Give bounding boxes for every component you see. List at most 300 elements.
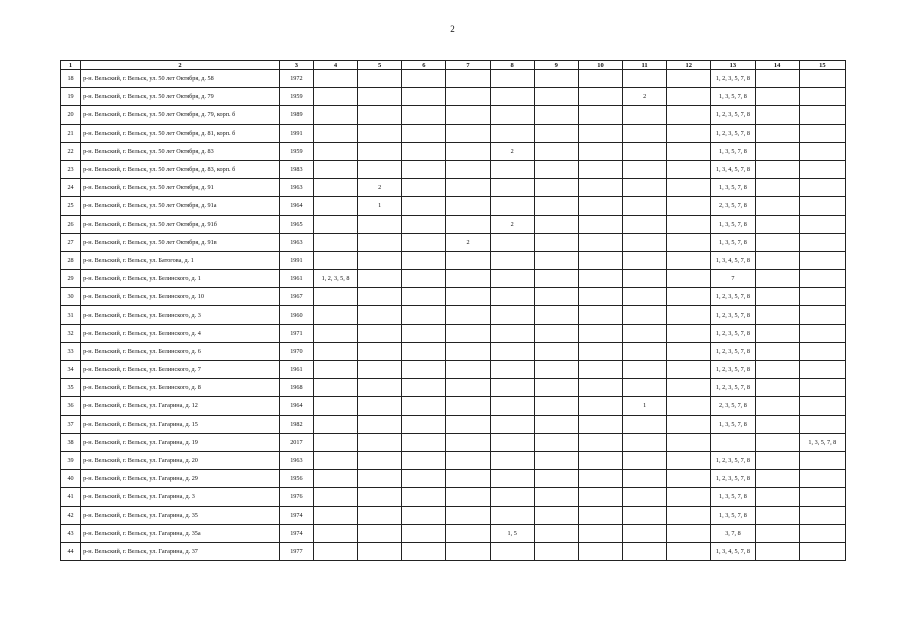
- table-cell: [799, 506, 845, 524]
- table-cell: [402, 70, 446, 88]
- table-cell: [534, 179, 578, 197]
- table-cell: 1: [623, 397, 667, 415]
- table-cell: [578, 324, 622, 342]
- table-cell: [358, 433, 402, 451]
- table-cell: [358, 488, 402, 506]
- table-cell: [446, 524, 490, 542]
- column-header-10: 10: [578, 61, 622, 70]
- table-cell: [578, 106, 622, 124]
- table-cell: [623, 415, 667, 433]
- table-cell: [578, 433, 622, 451]
- table-cell: [313, 106, 357, 124]
- year-cell: 1971: [279, 324, 313, 342]
- table-cell: [446, 142, 490, 160]
- table-cell: 2: [446, 233, 490, 251]
- table-cell: [755, 342, 799, 360]
- column-header-9: 9: [534, 61, 578, 70]
- table-cell: [358, 524, 402, 542]
- table-cell: [446, 433, 490, 451]
- table-cell: [578, 524, 622, 542]
- table-cell: [402, 506, 446, 524]
- table-cell: [623, 288, 667, 306]
- table-cell: [578, 160, 622, 178]
- column-header-1: 1: [61, 61, 81, 70]
- row-number-cell: 38: [61, 433, 81, 451]
- table-cell: [623, 542, 667, 560]
- table-cell: [358, 324, 402, 342]
- year-cell: 1976: [279, 488, 313, 506]
- column-header-12: 12: [667, 61, 711, 70]
- table-row: [61, 270, 846, 288]
- table-cell: [534, 506, 578, 524]
- address-cell: р-н. Вельский, г. Вельск, ул. 50 лет Октября, д. 83, корп. б: [81, 160, 280, 178]
- address-cell: р-н. Вельский, г. Вельск, ул. Белинского, д. 6: [81, 342, 280, 360]
- table-cell: 1, 2, 3, 5, 7, 8: [711, 106, 755, 124]
- row-number-cell: 43: [61, 524, 81, 542]
- table-cell: [358, 106, 402, 124]
- table-cell: [799, 215, 845, 233]
- header-row: [61, 61, 846, 70]
- row-number-cell: 30: [61, 288, 81, 306]
- address-cell: р-н. Вельский, г. Вельск, ул. 50 лет Октября, д. 58: [81, 70, 280, 88]
- table-cell: [534, 451, 578, 469]
- address-cell: р-н. Вельский, г. Вельск, ул. 50 лет Октября, д. 91а: [81, 197, 280, 215]
- table-cell: [402, 542, 446, 560]
- table-cell: 1, 3, 4, 5, 7, 8: [711, 251, 755, 269]
- table-cell: 1, 3, 5, 7, 8: [711, 88, 755, 106]
- table-cell: [755, 306, 799, 324]
- table-cell: [623, 70, 667, 88]
- table-body: [61, 70, 846, 561]
- table-cell: [799, 342, 845, 360]
- table-cell: [313, 251, 357, 269]
- table-cell: [490, 179, 534, 197]
- table-cell: 1, 3, 4, 5, 7, 8: [711, 160, 755, 178]
- table-cell: [313, 379, 357, 397]
- table-cell: [623, 197, 667, 215]
- column-header-7: 7: [446, 61, 490, 70]
- table-cell: [799, 451, 845, 469]
- year-cell: 1974: [279, 524, 313, 542]
- year-cell: 1982: [279, 415, 313, 433]
- table-cell: [358, 288, 402, 306]
- table-cell: [755, 470, 799, 488]
- table-row: [61, 288, 846, 306]
- table-row: [61, 306, 846, 324]
- table-cell: [799, 361, 845, 379]
- table-cell: [358, 361, 402, 379]
- column-header-2: 2: [81, 61, 280, 70]
- table-cell: [490, 324, 534, 342]
- table-cell: [534, 288, 578, 306]
- table-cell: [578, 379, 622, 397]
- table-cell: 1, 3, 5, 7, 8: [711, 179, 755, 197]
- table-cell: [578, 415, 622, 433]
- table-row: [61, 197, 846, 215]
- row-number-cell: 35: [61, 379, 81, 397]
- table-cell: [313, 361, 357, 379]
- table-cell: [578, 288, 622, 306]
- table-cell: [534, 215, 578, 233]
- address-cell: р-н. Вельский, г. Вельск, ул. Белинского, д. 7: [81, 361, 280, 379]
- table-cell: 1, 3, 5, 7, 8: [711, 415, 755, 433]
- table-cell: [534, 361, 578, 379]
- row-number-cell: 39: [61, 451, 81, 469]
- year-cell: 1963: [279, 233, 313, 251]
- table-cell: 1, 2, 3, 5, 7, 8: [711, 306, 755, 324]
- table-cell: [623, 361, 667, 379]
- table-cell: [755, 288, 799, 306]
- table-row: [61, 542, 846, 560]
- table-cell: [490, 197, 534, 215]
- table-cell: [402, 433, 446, 451]
- table-cell: [402, 524, 446, 542]
- table-cell: [623, 506, 667, 524]
- table-cell: [667, 288, 711, 306]
- year-cell: 1963: [279, 451, 313, 469]
- table-cell: [534, 397, 578, 415]
- year-cell: 1956: [279, 470, 313, 488]
- table-cell: [667, 88, 711, 106]
- table-cell: [799, 542, 845, 560]
- table-row: [61, 124, 846, 142]
- table-row: [61, 361, 846, 379]
- address-cell: р-н. Вельский, г. Вельск, ул. Гагарина, д. 19: [81, 433, 280, 451]
- year-cell: 1974: [279, 506, 313, 524]
- table-cell: [578, 506, 622, 524]
- table-cell: 1, 2, 3, 5, 7, 8: [711, 361, 755, 379]
- row-number-cell: 19: [61, 88, 81, 106]
- table-cell: [446, 215, 490, 233]
- table-cell: [623, 488, 667, 506]
- table-cell: [534, 433, 578, 451]
- table-cell: [799, 251, 845, 269]
- row-number-cell: 37: [61, 415, 81, 433]
- table-cell: [755, 251, 799, 269]
- table-cell: [402, 324, 446, 342]
- table-cell: [402, 160, 446, 178]
- column-header-15: 15: [799, 61, 845, 70]
- year-cell: 1965: [279, 215, 313, 233]
- table-cell: [578, 306, 622, 324]
- table-cell: [534, 342, 578, 360]
- year-cell: 1991: [279, 124, 313, 142]
- table-row: [61, 106, 846, 124]
- table-cell: [358, 506, 402, 524]
- table-cell: [358, 160, 402, 178]
- table-cell: [490, 306, 534, 324]
- row-number-cell: 32: [61, 324, 81, 342]
- table-cell: [534, 233, 578, 251]
- table-cell: [402, 197, 446, 215]
- table-cell: [623, 142, 667, 160]
- table-cell: 2, 3, 5, 7, 8: [711, 197, 755, 215]
- table-cell: [623, 324, 667, 342]
- table-row: [61, 142, 846, 160]
- table-cell: [446, 88, 490, 106]
- table-cell: [402, 88, 446, 106]
- table-cell: [446, 106, 490, 124]
- table-cell: [446, 470, 490, 488]
- column-header-3: 3: [279, 61, 313, 70]
- table-cell: [623, 179, 667, 197]
- table-cell: [667, 379, 711, 397]
- table-cell: [402, 379, 446, 397]
- year-cell: 1963: [279, 179, 313, 197]
- table-cell: [623, 470, 667, 488]
- table-cell: [578, 451, 622, 469]
- table-cell: [313, 415, 357, 433]
- table-cell: 2: [490, 215, 534, 233]
- year-cell: 1983: [279, 160, 313, 178]
- table-cell: [755, 433, 799, 451]
- table-cell: [755, 397, 799, 415]
- year-cell: 1970: [279, 342, 313, 360]
- year-cell: 2017: [279, 433, 313, 451]
- table-cell: [534, 524, 578, 542]
- table-cell: [667, 270, 711, 288]
- table-row: [61, 379, 846, 397]
- table-row: [61, 324, 846, 342]
- table-cell: [490, 451, 534, 469]
- table-row: [61, 215, 846, 233]
- table-cell: [402, 415, 446, 433]
- table-cell: [755, 361, 799, 379]
- table-cell: [402, 288, 446, 306]
- address-cell: р-н. Вельский, г. Вельск, ул. Гагарина, д. 12: [81, 397, 280, 415]
- table-cell: [313, 160, 357, 178]
- table-cell: [402, 306, 446, 324]
- table-cell: [490, 124, 534, 142]
- table-cell: [755, 415, 799, 433]
- table-cell: [534, 124, 578, 142]
- building-registry-table: [60, 60, 846, 561]
- row-number-cell: 40: [61, 470, 81, 488]
- table-cell: [578, 233, 622, 251]
- table-cell: [490, 379, 534, 397]
- address-cell: р-н. Вельский, г. Вельск, ул. Белинского, д. 10: [81, 288, 280, 306]
- table-cell: [799, 106, 845, 124]
- table-cell: [578, 179, 622, 197]
- table-cell: [446, 488, 490, 506]
- table-cell: [667, 142, 711, 160]
- year-cell: 1972: [279, 70, 313, 88]
- table-cell: [358, 342, 402, 360]
- table-cell: [799, 142, 845, 160]
- column-header-4: 4: [313, 61, 357, 70]
- table-cell: [313, 488, 357, 506]
- table-cell: [667, 506, 711, 524]
- table-cell: [667, 197, 711, 215]
- table-cell: [402, 142, 446, 160]
- table-cell: [623, 233, 667, 251]
- table-cell: [446, 288, 490, 306]
- column-header-14: 14: [755, 61, 799, 70]
- table-cell: [667, 215, 711, 233]
- table-cell: [490, 397, 534, 415]
- table-cell: [755, 88, 799, 106]
- table-cell: [402, 270, 446, 288]
- table-cell: [402, 233, 446, 251]
- table-cell: [755, 142, 799, 160]
- table-row: [61, 415, 846, 433]
- table-cell: [446, 197, 490, 215]
- table-cell: [623, 215, 667, 233]
- table-cell: 2: [623, 88, 667, 106]
- year-cell: 1977: [279, 542, 313, 560]
- table-cell: 1, 2, 3, 5, 7, 8: [711, 324, 755, 342]
- table-cell: [446, 70, 490, 88]
- year-cell: 1959: [279, 142, 313, 160]
- column-header-6: 6: [402, 61, 446, 70]
- table-cell: [667, 160, 711, 178]
- table-cell: [402, 451, 446, 469]
- table-cell: [313, 506, 357, 524]
- table-cell: [799, 197, 845, 215]
- table-cell: [313, 197, 357, 215]
- table-cell: [667, 361, 711, 379]
- table-cell: [402, 215, 446, 233]
- table-cell: [490, 251, 534, 269]
- table-cell: [313, 542, 357, 560]
- table-cell: [578, 542, 622, 560]
- table-cell: [755, 379, 799, 397]
- table-cell: [446, 124, 490, 142]
- table-row: [61, 451, 846, 469]
- address-cell: р-н. Вельский, г. Вельск, ул. 50 лет Октября, д. 91в: [81, 233, 280, 251]
- table-cell: [578, 70, 622, 88]
- table-cell: [578, 361, 622, 379]
- table-cell: [534, 306, 578, 324]
- address-cell: р-н. Вельский, г. Вельск, ул. Белинского, д. 4: [81, 324, 280, 342]
- row-number-cell: 33: [61, 342, 81, 360]
- row-number-cell: 21: [61, 124, 81, 142]
- table-cell: [313, 524, 357, 542]
- table-cell: [799, 306, 845, 324]
- table-cell: [313, 233, 357, 251]
- table-cell: [534, 488, 578, 506]
- table-cell: [446, 361, 490, 379]
- address-cell: р-н. Вельский, г. Вельск, ул. Гагарина, д. 37: [81, 542, 280, 560]
- table-cell: [578, 470, 622, 488]
- row-number-cell: 24: [61, 179, 81, 197]
- table-cell: [358, 88, 402, 106]
- table-cell: 3, 7, 8: [711, 524, 755, 542]
- table-cell: [446, 251, 490, 269]
- table-cell: [623, 524, 667, 542]
- table-cell: [402, 251, 446, 269]
- table-cell: [667, 342, 711, 360]
- row-number-cell: 25: [61, 197, 81, 215]
- table-cell: [578, 270, 622, 288]
- table-cell: [755, 488, 799, 506]
- table-row: [61, 470, 846, 488]
- table-cell: [446, 542, 490, 560]
- table-row: [61, 506, 846, 524]
- table-cell: 2: [490, 142, 534, 160]
- table-cell: [358, 215, 402, 233]
- table-cell: 1, 5: [490, 524, 534, 542]
- row-number-cell: 41: [61, 488, 81, 506]
- table-row: [61, 233, 846, 251]
- table-cell: [446, 506, 490, 524]
- table-cell: [755, 160, 799, 178]
- address-cell: р-н. Вельский, г. Вельск, ул. Белинского, д. 8: [81, 379, 280, 397]
- table-cell: [799, 524, 845, 542]
- table-cell: [578, 142, 622, 160]
- table-cell: [799, 160, 845, 178]
- row-number-cell: 20: [61, 106, 81, 124]
- table-cell: [358, 379, 402, 397]
- table-cell: [490, 361, 534, 379]
- table-cell: [534, 197, 578, 215]
- table-cell: [358, 270, 402, 288]
- table-cell: [667, 470, 711, 488]
- table-cell: [534, 251, 578, 269]
- table-cell: [799, 379, 845, 397]
- table-cell: [799, 397, 845, 415]
- table-cell: [313, 306, 357, 324]
- table-cell: [799, 270, 845, 288]
- table-cell: [358, 415, 402, 433]
- row-number-cell: 27: [61, 233, 81, 251]
- table-cell: [534, 88, 578, 106]
- table-cell: [755, 270, 799, 288]
- table-cell: [358, 70, 402, 88]
- table-cell: [402, 361, 446, 379]
- table-cell: [534, 324, 578, 342]
- address-cell: р-н. Вельский, г. Вельск, ул. 50 лет Октября, д. 79: [81, 88, 280, 106]
- table-cell: [799, 324, 845, 342]
- table-cell: [799, 415, 845, 433]
- table-cell: [490, 415, 534, 433]
- table-cell: 1, 3, 5, 7, 8: [711, 215, 755, 233]
- table-cell: [358, 233, 402, 251]
- table-row: [61, 88, 846, 106]
- table-cell: [623, 433, 667, 451]
- table-cell: [402, 106, 446, 124]
- page-number: 2: [450, 24, 455, 34]
- table-cell: [402, 179, 446, 197]
- row-number-cell: 36: [61, 397, 81, 415]
- table-row: [61, 397, 846, 415]
- table-cell: [623, 160, 667, 178]
- table-cell: [799, 179, 845, 197]
- table-cell: [667, 433, 711, 451]
- table-cell: [490, 88, 534, 106]
- table-cell: [358, 251, 402, 269]
- table-cell: [755, 197, 799, 215]
- table-cell: 1, 3, 5, 7, 8: [711, 233, 755, 251]
- address-cell: р-н. Вельский, г. Вельск, ул. Гагарина, д. 29: [81, 470, 280, 488]
- table-cell: [667, 524, 711, 542]
- table-cell: 1, 2, 3, 5, 7, 8: [711, 451, 755, 469]
- table-cell: [446, 451, 490, 469]
- table-cell: [446, 306, 490, 324]
- table-cell: [402, 342, 446, 360]
- table-cell: [755, 106, 799, 124]
- table-cell: [534, 142, 578, 160]
- table-cell: 2: [358, 179, 402, 197]
- table-cell: 1, 2, 3, 5, 7, 8: [711, 379, 755, 397]
- table-cell: [623, 451, 667, 469]
- year-cell: 1961: [279, 361, 313, 379]
- table-cell: [755, 215, 799, 233]
- table-cell: [578, 215, 622, 233]
- address-cell: р-н. Вельский, г. Вельск, ул. Батогова, д. 1: [81, 251, 280, 269]
- table-cell: [667, 415, 711, 433]
- table-cell: [755, 70, 799, 88]
